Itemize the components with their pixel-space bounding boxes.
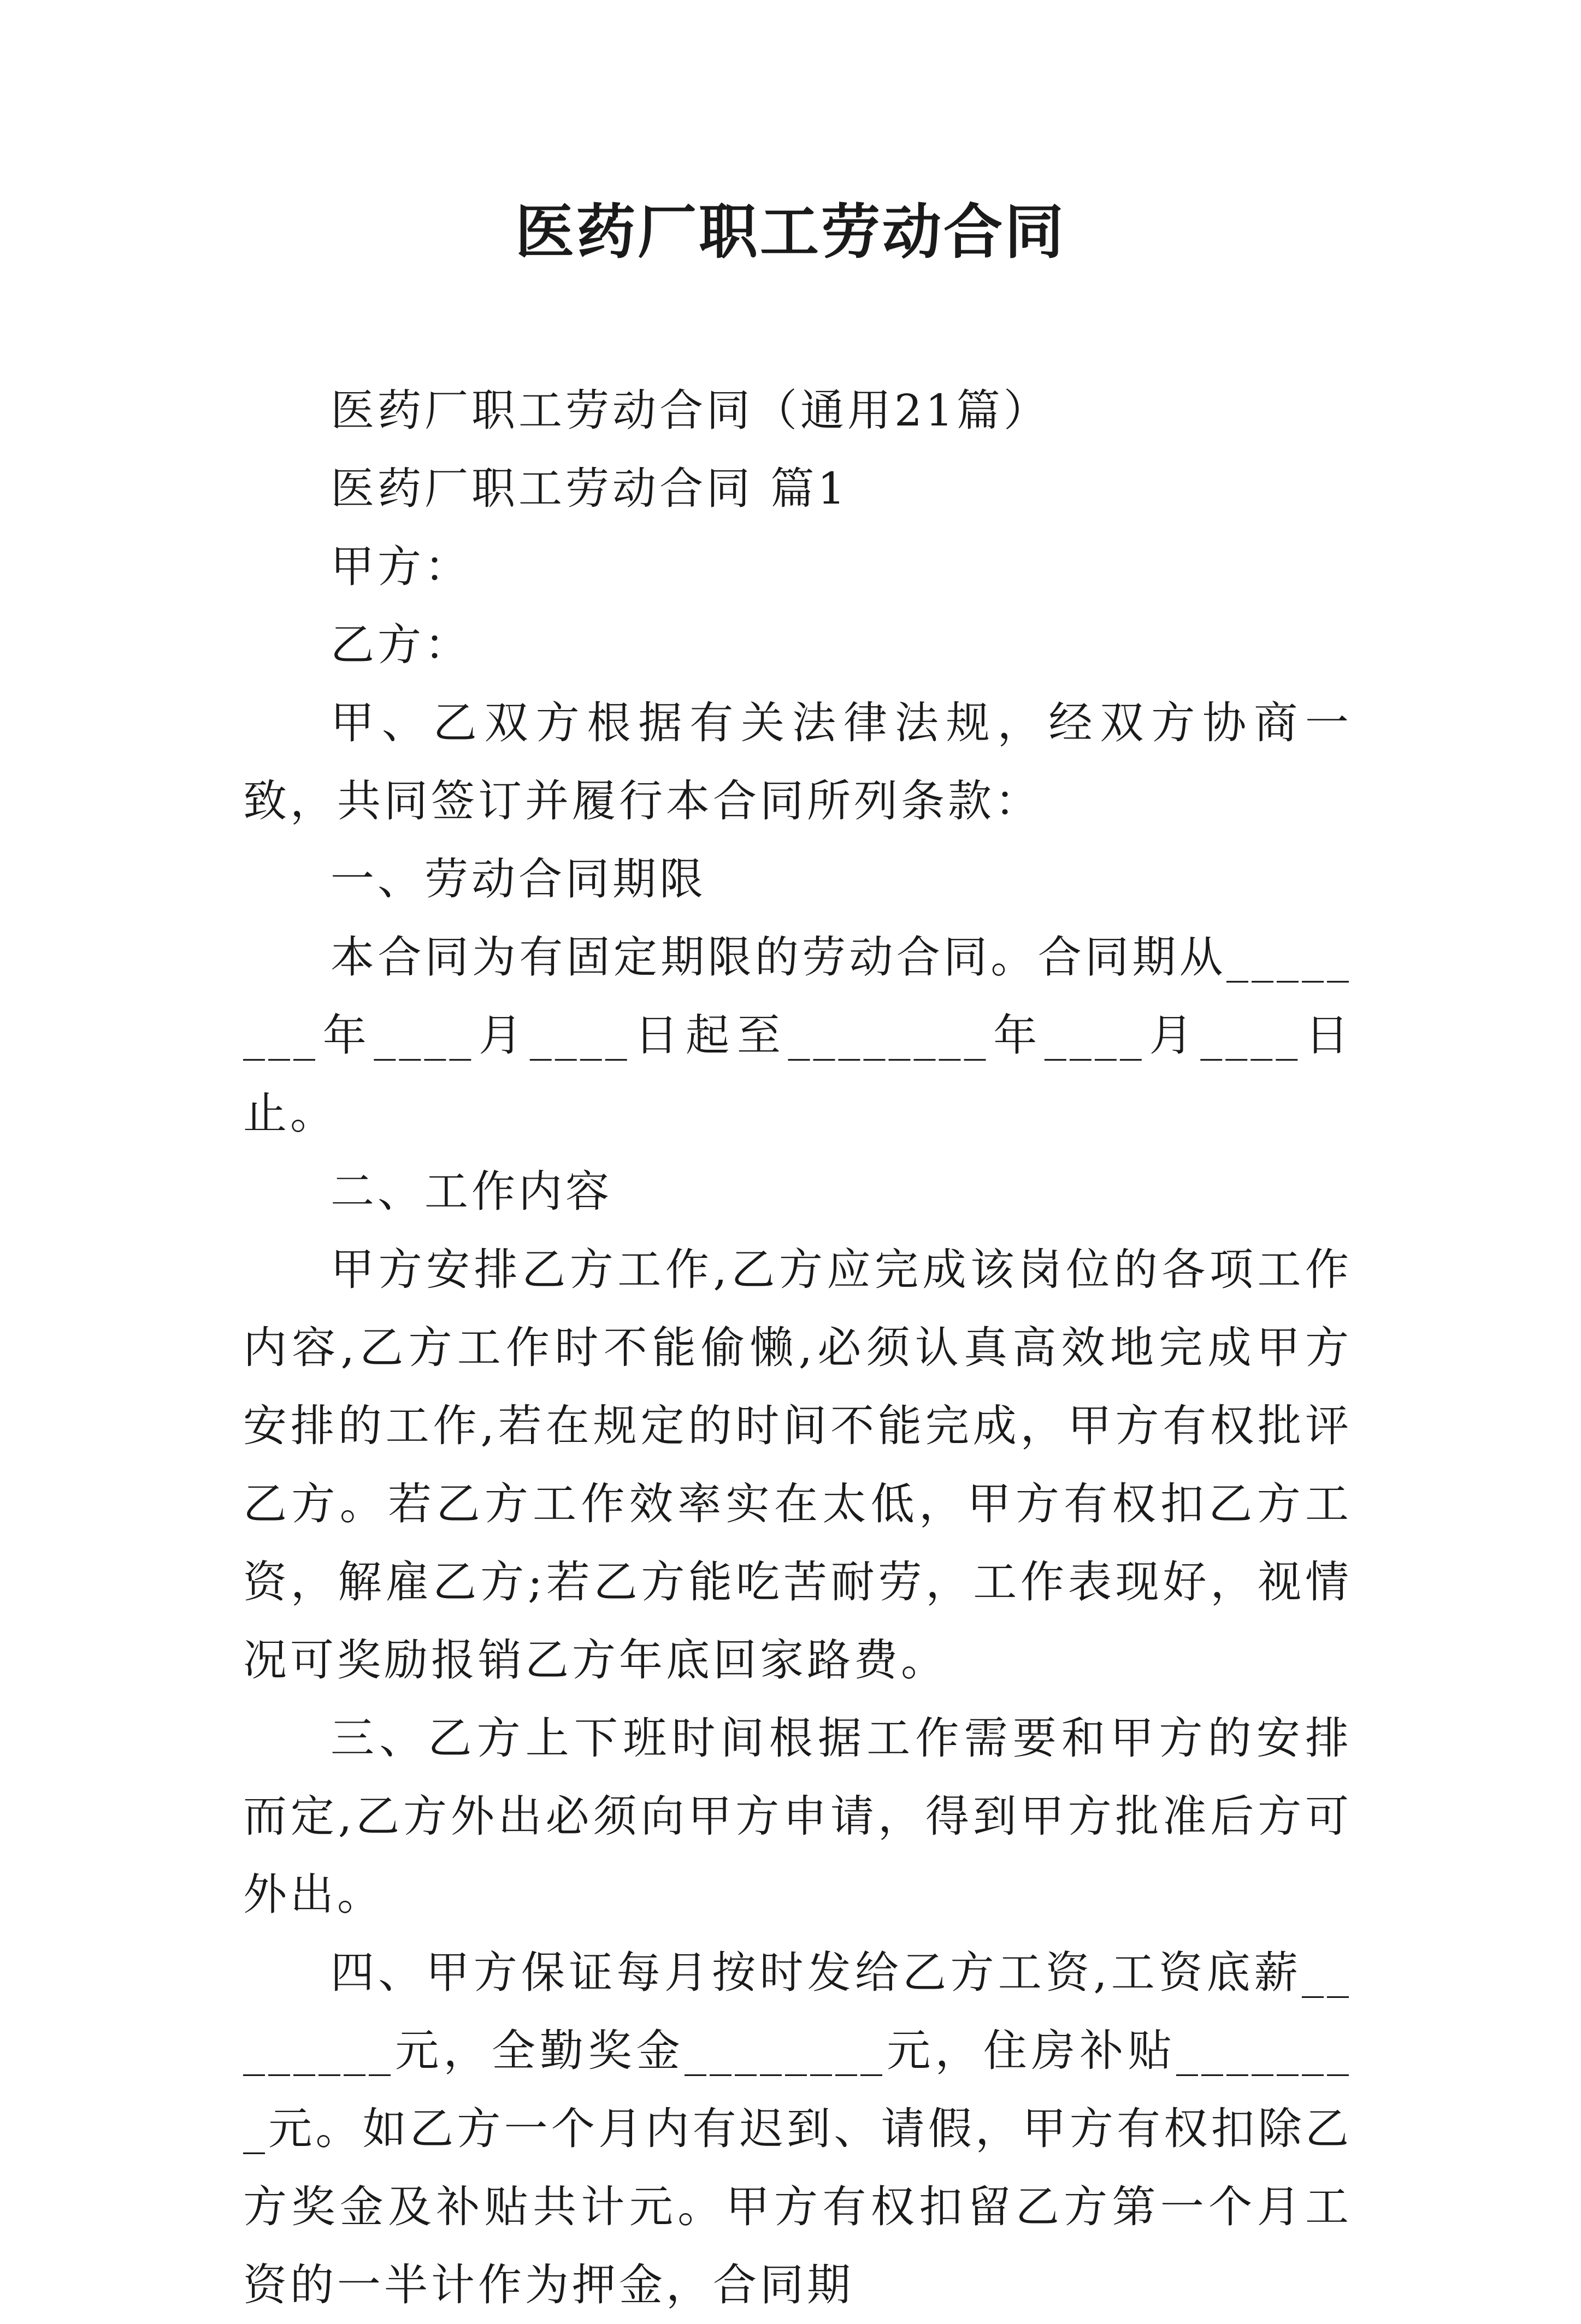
paragraph-clause-3: 三、乙方上下班时间根据工作需要和甲方的安排而定,乙方外出必须向甲方申请，得到甲方批准后方可外出。 [243,1713,1352,1920]
paragraph-clause-2-body: 甲方安排乙方工作,乙方应完成该岗位的各项工作内容,乙方工作时不能偷懒,必须认真高效地完成甲方安排的工作,若在规定的时间不能完成，甲方有权批评乙方。若乙方工作效率实在太低，甲方有权扣乙方工资，解雇乙方;若乙方能吃苦耐劳，工作表现好，视情况可奖励报销乙方年底回家路费。 [243,1244,1352,1686]
paragraph-party-a: 甲方： [331,541,471,592]
paragraph-subtitle: 医药厂职工劳动合同（通用21篇） [331,385,1051,436]
paragraph-clause-2-heading: 二、工作内容 [331,1166,612,1217]
paragraph-clause-1-body: 本合同为有固定期限的劳动合同。合同期从________年____月____日起至________年____月____日止。 [243,932,1352,1139]
document-title: 医药厂职工劳动合同 [515,198,1066,267]
paragraph-section-heading: 医药厂职工劳动合同 篇1 [331,463,849,514]
paragraph-clause-4: 四、甲方保证每月按时发给乙方工资,工资底薪________元，全勤奖金________元，住房补贴________元。如乙方一个月内有迟到、请假，甲方有权扣除乙方奖金及补贴共计元。甲方有权扣留乙方第一个月工资的一半计作为押金，合同期 [243,1947,1352,2310]
document-body [243,371,1352,2324]
paragraph-clause-1-heading: 一、劳动合同期限 [331,854,706,904]
paragraph-preamble: 甲、乙双方根据有关法律法规，经双方协商一致，共同签订并履行本合同所列条款： [243,697,1352,826]
paragraph-party-b: 乙方： [331,619,471,670]
